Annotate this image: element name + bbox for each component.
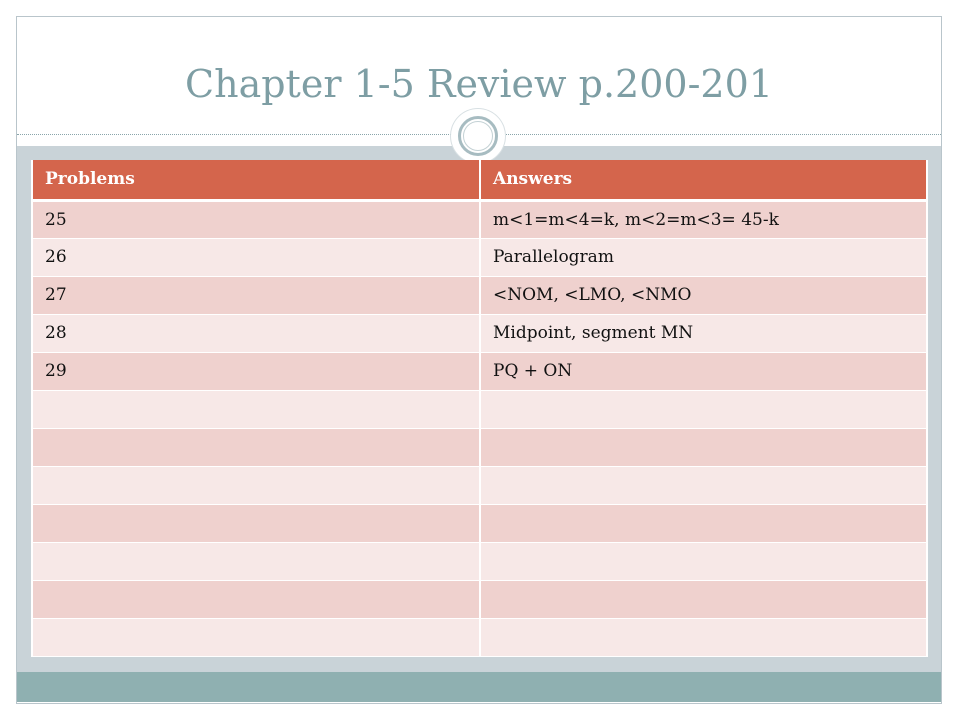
answer-cell: <NOM, <LMO, <NMO <box>480 276 927 314</box>
review-table <box>31 160 928 657</box>
answer-cell <box>480 466 927 504</box>
answer-cell: PQ + ON <box>480 352 927 390</box>
table-row <box>32 390 927 428</box>
table-row <box>32 238 927 276</box>
answer-cell: m<1=m<4=k, m<2=m<3= 45-k <box>480 200 927 238</box>
problem-cell <box>32 618 480 656</box>
table-row <box>32 428 927 466</box>
problem-cell: 26 <box>32 238 480 276</box>
slide-title: Chapter 1-5 Review p.200-201 <box>185 62 773 106</box>
table-row <box>32 504 927 542</box>
problem-cell: 27 <box>32 276 480 314</box>
answer-cell: Midpoint, segment MN <box>480 314 927 352</box>
table-row <box>32 618 927 656</box>
table-row <box>32 276 927 314</box>
table-row <box>32 352 927 390</box>
problem-cell <box>32 390 480 428</box>
answer-cell <box>480 428 927 466</box>
table-row <box>32 580 927 618</box>
header-problems: Problems <box>32 160 480 200</box>
answer-cell <box>480 580 927 618</box>
problem-cell: 28 <box>32 314 480 352</box>
problem-cell: 29 <box>32 352 480 390</box>
problem-cell <box>32 580 480 618</box>
problem-cell: 25 <box>32 200 480 238</box>
answer-cell <box>480 390 927 428</box>
answer-cell <box>480 504 927 542</box>
table-row <box>32 200 927 238</box>
table-row <box>32 542 927 580</box>
table-header-row <box>32 160 927 200</box>
header-answers: Answers <box>480 160 927 200</box>
table-row <box>32 466 927 504</box>
problem-cell <box>32 542 480 580</box>
answer-cell: Parallelogram <box>480 238 927 276</box>
table-row <box>32 314 927 352</box>
ring-inner-icon <box>463 121 493 151</box>
problem-cell <box>32 466 480 504</box>
bottom-band <box>17 672 941 702</box>
problem-cell <box>32 504 480 542</box>
answer-cell <box>480 618 927 656</box>
problem-cell <box>32 428 480 466</box>
answer-cell <box>480 542 927 580</box>
